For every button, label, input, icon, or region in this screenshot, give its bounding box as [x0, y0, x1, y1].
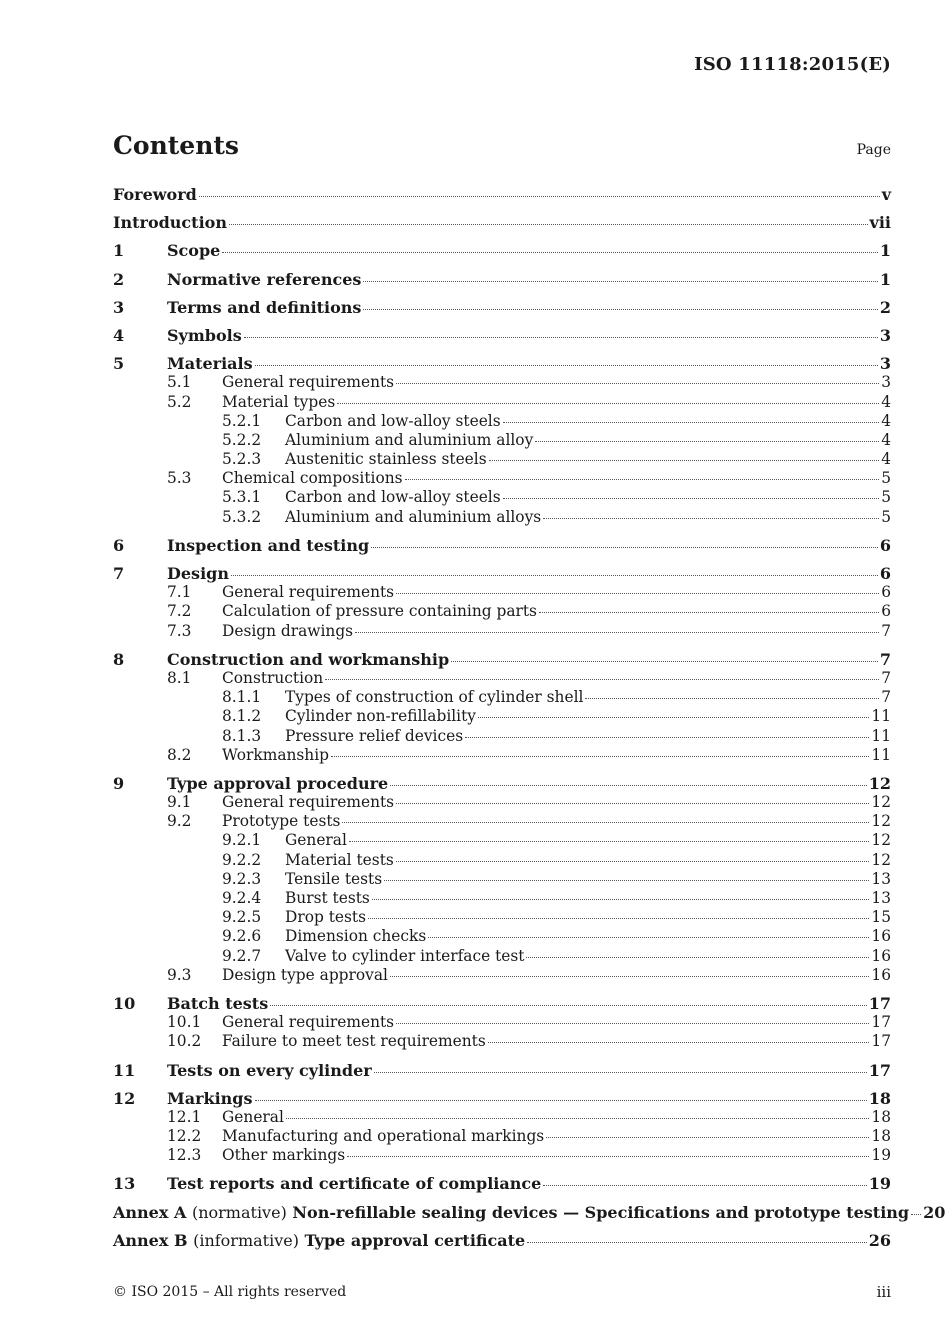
toc-entry-number: 12 [113, 1088, 136, 1108]
toc-entry[interactable] [113, 393, 891, 412]
toc-entry-number: 9.1 [167, 793, 192, 812]
dot-leader [349, 841, 870, 842]
toc-entry-number: 9.2.5 [222, 908, 262, 927]
toc-entry[interactable] [113, 270, 891, 289]
toc-entry-page: 15 [871, 908, 891, 927]
dot-leader [390, 785, 867, 786]
dot-leader [231, 575, 878, 576]
toc-entry-page: 19 [868, 1174, 891, 1194]
toc-entry[interactable] [113, 831, 891, 850]
toc-entry[interactable] [113, 185, 891, 204]
toc-entry[interactable] [113, 508, 891, 527]
toc-entry-number: 9.2.6 [222, 927, 262, 946]
toc-entry-number: 12.1 [167, 1107, 202, 1126]
toc-entry[interactable] [113, 298, 891, 317]
toc-entry-title [113, 1231, 525, 1250]
toc-entry-title: General requirements [222, 373, 395, 392]
dot-leader [347, 1156, 869, 1157]
dot-leader [543, 518, 879, 519]
toc-entry[interactable] [113, 994, 891, 1013]
dot-leader [535, 441, 879, 442]
annex-label: Annex B [113, 1230, 188, 1250]
contents-heading: Contents [113, 131, 240, 160]
toc-entry-title: Design [167, 564, 229, 583]
toc-entry-title: Valve to cylinder interface test [285, 946, 525, 965]
toc-entry-page: 7 [879, 649, 891, 669]
toc-entry[interactable] [113, 707, 891, 726]
dot-leader [229, 224, 868, 225]
toc-entry-number: 5.2 [167, 392, 192, 411]
toc-entry-number: 3 [113, 297, 125, 317]
dot-leader [368, 918, 869, 919]
toc-entry-title: Cylinder non-refillability [285, 707, 476, 726]
toc-entry-title: Dimension checks [285, 927, 427, 946]
toc-entry[interactable] [113, 622, 891, 641]
toc-entry-title: Aluminium and aluminium alloys [285, 507, 542, 526]
toc-entry[interactable] [113, 431, 891, 450]
toc-entry-page: 3 [879, 354, 891, 374]
toc-entry[interactable] [113, 1108, 891, 1127]
toc-entry-title: Construction [222, 668, 324, 687]
dot-leader [428, 937, 869, 938]
toc-entry-page: 17 [871, 1032, 891, 1051]
toc-entry-number: 8.1.1 [222, 688, 262, 707]
toc-entry-title: Design type approval [222, 965, 388, 984]
toc-entry-title: General [285, 831, 347, 850]
toc-entry-title: Other markings [222, 1146, 346, 1165]
dot-leader [363, 309, 877, 310]
toc-entry-title: Tests on every cylinder [167, 1060, 372, 1080]
toc-entry[interactable] [113, 908, 891, 927]
toc-entry[interactable] [113, 1089, 891, 1108]
toc-entry-title: General requirements [222, 583, 395, 602]
toc-entry-title: Workmanship [222, 745, 329, 764]
toc-entry-page: 12 [871, 793, 891, 812]
toc-entry-page: 12 [868, 773, 891, 793]
toc-entry-title: Introduction [113, 213, 227, 233]
toc-entry-title: Normative references [167, 269, 362, 289]
toc-entry-title: Batch tests [167, 993, 269, 1013]
dot-leader [396, 593, 879, 594]
toc-entry-page: 17 [868, 993, 891, 1013]
dot-leader [325, 679, 879, 680]
annex-type: (normative) [191, 1202, 287, 1222]
toc-entry-number: 10.2 [167, 1032, 202, 1051]
toc-entry-title: General [222, 1107, 284, 1126]
toc-entry-page: 3 [879, 325, 891, 345]
toc-entry-title: General requirements [222, 1013, 395, 1032]
toc-entry[interactable] [113, 241, 891, 260]
toc-entry-title: Markings [167, 1088, 253, 1108]
dot-leader [222, 252, 878, 253]
toc-entry-page: 6 [879, 535, 891, 555]
dot-leader [270, 1005, 867, 1006]
document-identifier: ISO 11118:2015(E) [694, 54, 891, 75]
dot-leader [374, 1072, 867, 1073]
toc-entry-page: 4 [881, 411, 891, 430]
dot-leader [286, 1118, 870, 1119]
dot-leader [503, 498, 880, 499]
toc-entry-page: 3 [881, 373, 891, 392]
toc-entry-number: 2 [113, 269, 125, 289]
toc-entry-page: 19 [871, 1146, 891, 1165]
toc-entry[interactable] [113, 727, 891, 746]
toc-entry-number: 11 [113, 1060, 136, 1080]
toc-entry-number: 7.1 [167, 583, 192, 602]
toc-entry-title: Material tests [285, 850, 394, 869]
toc-entry[interactable] [113, 688, 891, 707]
table-of-contents [113, 185, 946, 1250]
toc-entry-page: 13 [871, 869, 891, 888]
toc-entry-title: Calculation of pressure containing parts [222, 602, 537, 621]
dot-leader [363, 281, 877, 282]
toc-entry[interactable] [113, 966, 891, 985]
toc-entry-page: 6 [881, 602, 891, 621]
toc-entry-page: 20 [923, 1202, 946, 1222]
toc-entry-title: Failure to meet test requirements [222, 1032, 486, 1051]
toc-entry-page: 4 [881, 392, 891, 411]
annex-title: Type approval certificate [304, 1230, 526, 1250]
dot-leader [396, 861, 870, 862]
toc-entry-number: 5.3.2 [222, 507, 262, 526]
toc-entry-page: 16 [871, 946, 891, 965]
dot-leader [384, 880, 869, 881]
annex-title: Non-refillable sealing devices — Specifications and prototype testing [292, 1202, 910, 1222]
toc-entry-number: 10.1 [167, 1013, 202, 1032]
dot-leader [526, 957, 869, 958]
dot-leader [451, 661, 878, 662]
toc-entry-number: 9.2.1 [222, 831, 262, 850]
page-column-label: Page [856, 142, 891, 158]
toc-entry-title [113, 1203, 909, 1222]
toc-entry-title: Aluminium and aluminium alloy [285, 430, 534, 449]
toc-entry-title: Scope [167, 241, 221, 261]
toc-entry-title: Burst tests [285, 889, 370, 907]
toc-entry-page: 12 [871, 831, 891, 850]
page-number: iii [876, 1283, 891, 1301]
toc-entry-page: 26 [868, 1230, 891, 1250]
toc-entry-title: Drop tests [285, 908, 366, 927]
toc-entry-page: 6 [879, 564, 891, 583]
toc-entry[interactable] [113, 373, 891, 392]
toc-entry[interactable] [113, 564, 891, 583]
toc-entry-title: Carbon and low-alloy steels [285, 488, 501, 507]
toc-entry[interactable] [113, 488, 891, 507]
toc-entry-page: 5 [881, 507, 891, 526]
toc-entry-title: Tensile tests [285, 869, 383, 888]
annex-label: Annex A [113, 1202, 187, 1222]
toc-entry-title: Terms and definitions [167, 297, 362, 317]
toc-entry[interactable] [113, 669, 891, 688]
toc-entry-number: 7.3 [167, 621, 192, 640]
toc-entry[interactable] [113, 469, 891, 488]
dot-leader [331, 756, 869, 757]
toc-entry[interactable] [113, 1202, 946, 1222]
dot-leader [488, 1042, 870, 1043]
toc-entry-number: 8.1.3 [222, 726, 262, 745]
toc-entry[interactable] [113, 412, 891, 431]
toc-entry-number: 9.2.2 [222, 850, 262, 869]
toc-entry-page: 11 [871, 726, 891, 745]
dot-leader [585, 698, 879, 699]
toc-entry-page: 17 [868, 1060, 891, 1080]
toc-entry-page: 12 [871, 850, 891, 869]
annex-type: (informative) [193, 1230, 299, 1250]
toc-entry-number: 5.3 [167, 469, 192, 488]
toc-entry-title: Chemical compositions [222, 469, 403, 488]
toc-entry-number: 5.2.3 [222, 450, 262, 469]
toc-entry-page: 18 [871, 1127, 891, 1146]
toc-entry-title: Carbon and low-alloy steels [285, 411, 501, 430]
toc-entry-number: 5.1 [167, 373, 192, 392]
dot-leader [396, 383, 879, 384]
toc-entry-page: 13 [871, 889, 891, 907]
toc-entry-number: 5.3.1 [222, 488, 262, 507]
toc-entry[interactable] [113, 1146, 891, 1165]
toc-entry[interactable] [113, 650, 891, 669]
toc-entry-page: 4 [881, 450, 891, 469]
dot-leader [342, 822, 869, 823]
toc-entry[interactable] [113, 889, 891, 908]
toc-entry[interactable] [113, 1061, 891, 1080]
toc-entry[interactable] [113, 536, 891, 555]
toc-entry-number: 7 [113, 564, 125, 583]
toc-entry[interactable] [113, 774, 891, 793]
toc-entry-number: 9.3 [167, 965, 192, 984]
toc-entry-number: 6 [113, 535, 125, 555]
toc-entry[interactable] [113, 1174, 891, 1193]
toc-entry-number: 10 [113, 993, 136, 1013]
toc-entry-page: 16 [871, 965, 891, 984]
toc-entry-number: 5.2.2 [222, 430, 262, 449]
toc-entry-title: Design drawings [222, 621, 354, 640]
toc-entry-page: 2 [879, 297, 891, 317]
dot-leader [503, 422, 880, 423]
toc-entry[interactable] [113, 1231, 891, 1250]
dot-leader [255, 1100, 867, 1101]
toc-entry-number: 7.2 [167, 602, 192, 621]
toc-entry-page: 4 [881, 430, 891, 449]
toc-entry-number: 4 [113, 325, 125, 345]
toc-entry[interactable] [113, 812, 891, 831]
dot-leader [337, 403, 879, 404]
toc-entry-page: 11 [871, 707, 891, 726]
toc-entry-title: Materials [167, 354, 253, 374]
dot-leader [355, 632, 879, 633]
toc-entry-page: 12 [871, 812, 891, 831]
toc-entry-number: 8.1 [167, 668, 192, 687]
dot-leader [396, 1023, 869, 1024]
copyright-notice: © ISO 2015 – All rights reserved [113, 1284, 347, 1300]
toc-entry[interactable] [113, 851, 891, 870]
toc-entry[interactable] [113, 1127, 891, 1146]
dot-leader [911, 1214, 921, 1215]
toc-entry-page: 17 [871, 1013, 891, 1032]
dot-leader [396, 803, 869, 804]
toc-entry-number: 8.1.2 [222, 707, 262, 726]
toc-entry-number: 9.2.3 [222, 869, 262, 888]
toc-entry-page: vii [869, 213, 891, 233]
toc-entry[interactable] [113, 1013, 891, 1032]
dot-leader [405, 479, 880, 480]
dot-leader [390, 976, 869, 977]
toc-entry-title: Type approval procedure [167, 773, 389, 793]
toc-entry[interactable] [113, 354, 891, 373]
dot-leader [199, 196, 880, 197]
dot-leader [371, 547, 878, 548]
toc-entry-page: 1 [879, 269, 891, 289]
toc-entry[interactable] [113, 947, 891, 966]
toc-entry-page: 6 [881, 583, 891, 602]
toc-entry[interactable] [113, 326, 891, 345]
toc-entry[interactable] [113, 213, 891, 232]
toc-entry-number: 12.3 [167, 1146, 202, 1165]
toc-entry-page: 16 [871, 927, 891, 946]
toc-entry-number: 8 [113, 649, 125, 669]
dot-leader [543, 1185, 866, 1186]
toc-entry-title: Material types [222, 392, 336, 411]
toc-entry[interactable] [113, 746, 891, 765]
toc-entry-number: 13 [113, 1174, 136, 1194]
toc-entry-number: 5 [113, 354, 125, 374]
toc-entry[interactable] [113, 602, 891, 621]
toc-entry-title: General requirements [222, 793, 395, 812]
dot-leader [465, 737, 869, 738]
toc-entry-number: 5.2.1 [222, 411, 262, 430]
dot-leader [527, 1242, 867, 1243]
toc-entry-title: Manufacturing and operational markings [222, 1127, 545, 1146]
toc-entry-page: 7 [881, 621, 891, 640]
dot-leader [255, 365, 878, 366]
toc-entry-title: Austenitic stainless steels [285, 450, 487, 469]
toc-entry-page: 18 [868, 1088, 891, 1108]
toc-entry-page: 11 [871, 745, 891, 764]
toc-entry-title: Prototype tests [222, 812, 341, 831]
toc-entry-page: 5 [881, 488, 891, 507]
toc-entry-page: v [881, 185, 891, 204]
toc-entry-title: Construction and workmanship [167, 649, 450, 669]
toc-entry[interactable] [113, 1032, 891, 1051]
toc-entry-number: 12.2 [167, 1127, 202, 1146]
dot-leader [372, 899, 870, 900]
toc-entry[interactable] [113, 793, 891, 812]
toc-entry[interactable] [113, 927, 891, 946]
toc-entry[interactable] [113, 870, 891, 889]
toc-entry-page: 18 [871, 1107, 891, 1126]
toc-entry-title: Symbols [167, 325, 242, 345]
toc-entry-title: Foreword [113, 185, 197, 204]
toc-entry-number: 1 [113, 241, 125, 261]
dot-leader [478, 717, 869, 718]
toc-entry-title: Pressure relief devices [285, 726, 464, 745]
toc-entry[interactable] [113, 450, 891, 469]
toc-entry-title: Types of construction of cylinder shell [285, 688, 584, 707]
dot-leader [244, 337, 878, 338]
dot-leader [539, 612, 879, 613]
toc-entry-number: 9.2.7 [222, 946, 262, 965]
dot-leader [489, 460, 880, 461]
dot-leader [546, 1137, 869, 1138]
toc-entry-page: 5 [881, 469, 891, 488]
toc-entry-number: 8.2 [167, 745, 192, 764]
toc-entry-page: 7 [881, 668, 891, 687]
toc-entry-number: 9.2.4 [222, 889, 262, 907]
toc-entry[interactable] [113, 583, 891, 602]
toc-entry-page: 1 [879, 241, 891, 261]
toc-entry-page: 7 [881, 688, 891, 707]
toc-entry-title: Inspection and testing [167, 535, 370, 555]
toc-entry-title: Test reports and certificate of compliance [167, 1174, 542, 1194]
toc-entry-number: 9.2 [167, 812, 192, 831]
toc-entry-number: 9 [113, 773, 125, 793]
